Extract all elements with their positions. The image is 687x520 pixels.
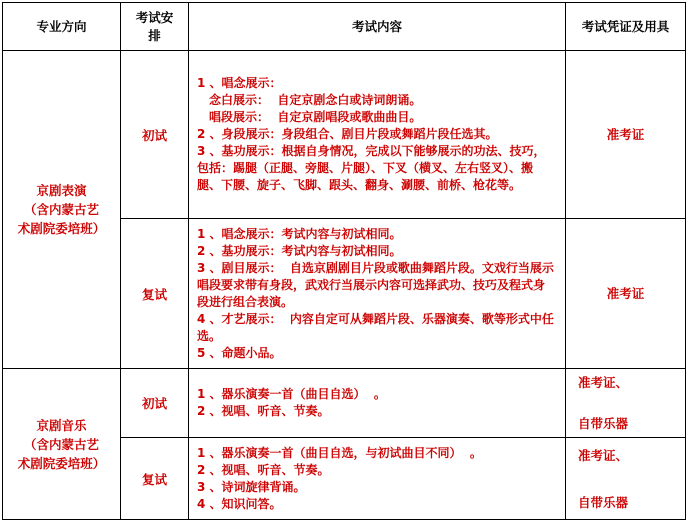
content-cell — [189, 219, 566, 369]
table-row — [3, 369, 686, 438]
round-cell: 复试 — [121, 219, 189, 369]
content-line: 1 、器乐演奏一首（曲目自选，与初试曲目不同） 。 — [197, 445, 482, 460]
content-line: 3 、诗词旋律背诵。 — [197, 479, 306, 494]
content-line: 2 、视唱、听音、节奏。 — [197, 404, 330, 418]
content-line: 念白展示： 自定京剧念白或诗词朗诵。 — [209, 93, 422, 107]
documents-cell: 准考证 — [566, 219, 686, 369]
content-cell — [189, 51, 566, 219]
content-line: 1 、唱念展示：考试内容与初试相同。 — [197, 226, 402, 241]
table-row — [3, 51, 686, 219]
major-cell: 京剧表演 （含内蒙古艺 术剧院委培班） — [3, 51, 121, 369]
content-cell — [189, 438, 566, 520]
content-line: 2 、身段展示：身段组合、剧目片段或舞蹈片段任选其。 — [197, 127, 498, 141]
content-line: 1 、器乐演奏一首（曲目自选） 。 — [197, 387, 386, 401]
header-row — [3, 3, 686, 51]
documents-cell: 准考证、 自带乐器 — [566, 369, 686, 438]
content-line: 3 、基功展示：根据自身情况，完成以下能够展示的功法、技巧，包括：踢腿（正腿、旁腿、片腿）、下叉（横叉、左右竖叉）、搬腿、下腰、旋子、飞脚、跟头、翻身、涮腰、前桥、枪花等。 — [197, 144, 546, 192]
header-major: 专业方向 — [3, 3, 121, 51]
content-line: 4 、才艺展示： 内容自定可从舞蹈片段、乐器演奏、歌等形式中任选。 — [197, 311, 554, 343]
header-arrangement: 考试安 排 — [121, 3, 189, 51]
round-cell: 复试 — [121, 438, 189, 520]
round-cell: 初试 — [121, 51, 189, 219]
content-line: 4 、知识问答。 — [197, 496, 282, 511]
content-line: 1 、唱念展示： — [197, 76, 282, 90]
content-line: 3 、剧目展示： 自选京剧剧目片段或歌曲舞蹈片段。文戏行当展示唱段要求带有身段，武戏行当展示内容可选择武功、技巧及程式身段进行组合表演。 — [197, 260, 554, 309]
documents-cell: 准考证、 自带乐器 — [566, 438, 686, 520]
content-line: 2 、基功展示：考试内容与初试相同。 — [197, 243, 402, 258]
content-cell — [189, 369, 566, 438]
major-cell: 京剧音乐 （含内蒙古艺 术剧院委培班） — [3, 369, 121, 520]
header-documents: 考试凭证及用具 — [566, 3, 686, 51]
header-content: 考试内容 — [189, 3, 566, 51]
exam-table — [2, 2, 686, 520]
documents-cell: 准考证 — [566, 51, 686, 219]
round-cell: 初试 — [121, 369, 189, 438]
content-line: 2 、视唱、听音、节奏。 — [197, 462, 330, 477]
content-line: 5 、命题小品。 — [197, 345, 282, 360]
content-line: 唱段展示： 自定京剧唱段或歌曲曲目。 — [209, 110, 422, 124]
